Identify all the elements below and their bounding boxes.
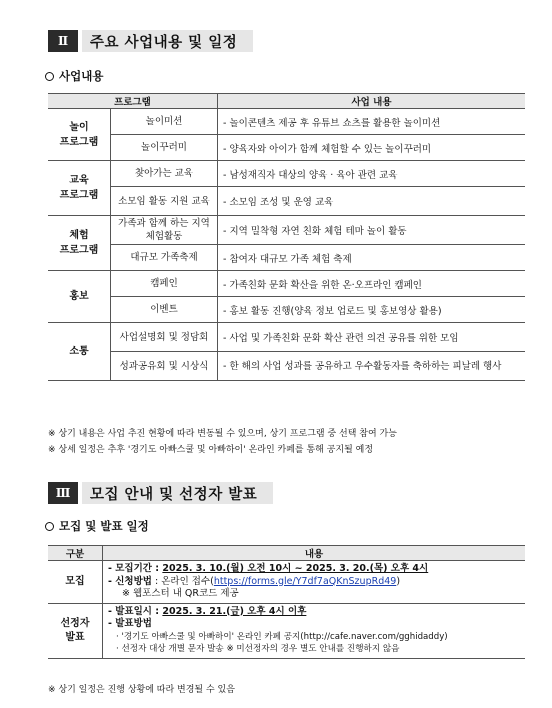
- table-row: [48, 603, 525, 658]
- note-line: ※ 상세 일정은 추후 '경기도 아빠스쿨 및 아빠하이' 온라인 카페를 통해 공지될 예정: [48, 445, 374, 455]
- table-row: [48, 187, 525, 216]
- category-cell: 모집: [48, 561, 103, 604]
- program-cell: 캠페인: [111, 271, 218, 297]
- desc-cell: - 사업 및 가족친화 문화 확산 관련 의견 공유를 위한 모임: [218, 323, 526, 352]
- table-row: [48, 323, 525, 352]
- program-cell: 사업설명회 및 정담회: [111, 323, 218, 352]
- form-link[interactable]: https://forms.gle/Y7df7aQKnSzupRd49: [213, 575, 397, 587]
- table-row: [48, 161, 525, 187]
- table-header-row: [48, 94, 525, 109]
- program-cell: 찾아가는 교육: [111, 161, 218, 187]
- table-row: [48, 135, 525, 161]
- table-row: [48, 561, 525, 604]
- section-title: 주요 사업내용 및 일정: [82, 30, 253, 52]
- program-cell: 가족과 함께 하는 지역 체험활동: [111, 216, 218, 245]
- desc-cell: - 가족친화 문화 확산을 위한 온·오프라인 캠페인: [218, 271, 526, 297]
- category-cell: 선정자 발표: [48, 603, 103, 658]
- desc-cell: - 참여자 대규모 가족 체험 축제: [218, 245, 526, 271]
- desc-cell: - 한 해의 사업 성과를 공유하고 우수활동자를 축하하는 피날레 행사: [218, 352, 526, 381]
- program-cell: 놀이꾸러미: [111, 135, 218, 161]
- table-row: [48, 297, 525, 323]
- desc-cell: - 소모임 조성 및 운영 교육: [218, 187, 526, 216]
- recruit-period: - 모집기간 : 2025. 3. 10.(월) 오전 10시 ~ 2025. 3. 20.(목) 오후 4시: [108, 563, 429, 574]
- desc-cell: - 지역 밀착형 자연 친화 체험 테마 놀이 활동: [218, 216, 526, 245]
- section-header-2: [48, 30, 253, 52]
- table-row: [48, 271, 525, 297]
- program-cell: 대규모 가족축제: [111, 245, 218, 271]
- schedule-table: [48, 545, 525, 659]
- category-cell: 놀이 프로그램: [48, 109, 111, 161]
- program-cell: 이벤트: [111, 297, 218, 323]
- circle-bullet-icon: [45, 522, 54, 531]
- circle-bullet-icon: [45, 72, 54, 81]
- announce-date: - 발표일시 : 2025. 3. 21.(금) 오후 4시 이후: [108, 605, 307, 617]
- announce-cell: [103, 603, 526, 658]
- program-cell: 소모임 활동 지원 교육: [111, 187, 218, 216]
- header-content: 사업 내용: [218, 94, 526, 109]
- desc-cell: - 홍보 활동 진행(양육 정보 업로드 및 홍보영상 활용): [218, 297, 526, 323]
- category-cell: 체험 프로그램: [48, 216, 111, 271]
- section-title: 모집 안내 및 선정자 발표: [82, 482, 273, 504]
- subheading-label: 모집 및 발표 일정: [59, 519, 149, 533]
- program-table: [48, 93, 525, 381]
- section-header-3: [48, 482, 273, 504]
- table-row: [48, 216, 525, 245]
- recruit-cell: [103, 561, 526, 604]
- table-row: [48, 245, 525, 271]
- poster-note: ※ 웹포스터 내 QR코드 제공: [122, 588, 239, 599]
- recruit-method: - 신청방법 : 온라인 접수(https://forms.gle/Y7df7aQKnSzupRd49): [108, 575, 401, 587]
- desc-cell: - 양육자와 아이가 함께 체험할 수 있는 놀이꾸러미: [218, 135, 526, 161]
- subheading-label: 사업내용: [59, 69, 104, 83]
- category-cell: 소통: [48, 323, 111, 381]
- category-cell: 교육 프로그램: [48, 161, 111, 216]
- desc-cell: - 놀이콘텐츠 제공 후 유튜브 쇼츠를 활용한 놀이미션: [218, 109, 526, 135]
- table-row: [48, 352, 525, 381]
- section-number: Ⅲ: [48, 482, 78, 504]
- desc-cell: - 남성재직자 대상의 양육 · 육아 관련 교육: [218, 161, 526, 187]
- subheading-schedule: [45, 518, 149, 534]
- section-number: Ⅱ: [48, 30, 78, 52]
- announce-line: · '경기도 아빠스쿨 및 아빠하이' 온라인 카페 공지(http://cafe.naver.com/gghidaddy): [116, 631, 448, 642]
- note-line: ※ 상기 일정은 진행 상황에 따라 변경될 수 있음: [48, 685, 235, 695]
- table-row: [48, 109, 525, 135]
- note-line: ※ 상기 내용은 사업 추진 현황에 따라 변동될 수 있으며, 상기 프로그램 중 선택 참여 가능: [48, 429, 397, 439]
- announce-line: · 선정자 대상 개별 문자 발송 ※ 미선정자의 경우 별도 안내를 진행하지 않음: [116, 644, 400, 654]
- subheading-business: [45, 68, 103, 84]
- table-header-row: [48, 546, 525, 561]
- header-type: 구분: [48, 546, 103, 561]
- announce-method: - 발표방법: [108, 618, 152, 629]
- header-program: 프로그램: [48, 94, 218, 109]
- program-cell: 성과공유회 및 시상식: [111, 352, 218, 381]
- header-content: 내용: [103, 546, 526, 561]
- program-cell: 놀이미션: [111, 109, 218, 135]
- category-cell: 홍보: [48, 271, 111, 323]
